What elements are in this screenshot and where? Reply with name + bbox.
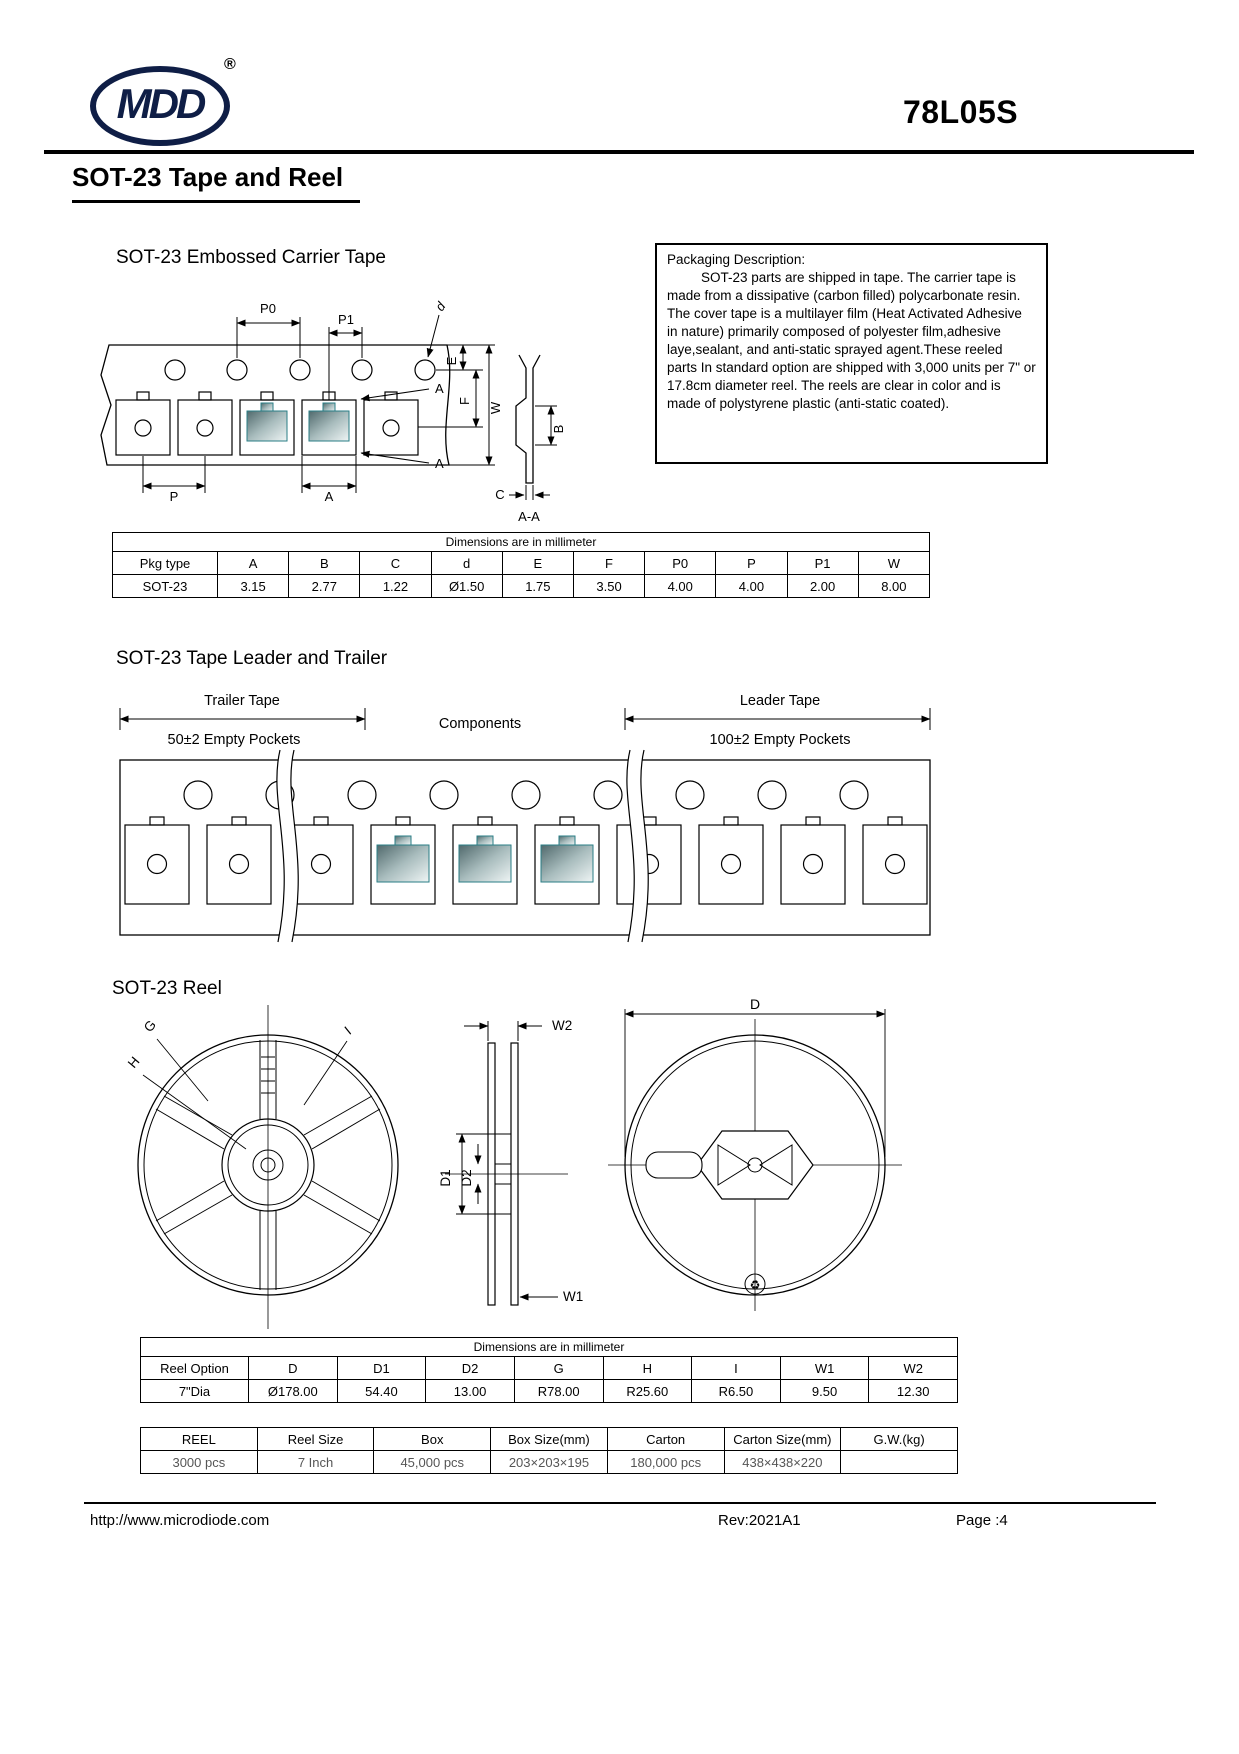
table-cell: 203×203×195 <box>491 1451 608 1474</box>
table-cell: 7 Inch <box>257 1451 374 1474</box>
pockets <box>125 817 927 904</box>
dim-label-g: G <box>140 1017 160 1035</box>
dim-label-p1: P1 <box>338 312 354 327</box>
table-cell: 7"Dia <box>141 1380 249 1403</box>
sprocket-holes <box>165 360 435 380</box>
carrier-tape-dim-table <box>112 532 930 598</box>
table-cell: 12.30 <box>869 1380 958 1403</box>
table-data-row <box>141 1380 958 1403</box>
column-header: P1 <box>787 552 858 575</box>
table-header-row <box>141 1357 958 1380</box>
column-header: E <box>502 552 573 575</box>
dim-label-d2: D2 <box>459 1169 474 1187</box>
leader-trailer-drawing <box>112 692 937 947</box>
title-underline <box>72 200 360 203</box>
carrier-tape-drawing <box>95 293 665 533</box>
section-heading-leader-trailer: SOT-23 Tape Leader and Trailer <box>116 648 388 669</box>
column-header: H <box>603 1357 692 1380</box>
section-view-label: A-A <box>518 509 540 524</box>
table-cell: 3.50 <box>573 575 644 598</box>
column-header: Carton <box>607 1428 724 1451</box>
table-data-row <box>141 1451 958 1474</box>
table-cell: 4.00 <box>716 575 787 598</box>
table-cell: R25.60 <box>603 1380 692 1403</box>
packaging-description-title: Packaging Description: <box>667 252 806 267</box>
leader-pockets-label: 100±2 Empty Pockets <box>709 732 851 748</box>
column-header: Box Size(mm) <box>491 1428 608 1451</box>
column-header: G.W.(kg) <box>841 1428 958 1451</box>
sot23-components <box>247 403 349 441</box>
column-header: Carton Size(mm) <box>724 1428 841 1451</box>
table-cell: 2.00 <box>787 575 858 598</box>
dim-label-w2: W2 <box>552 1018 573 1033</box>
dim-label-f: F <box>457 397 472 405</box>
column-header: W1 <box>780 1357 869 1380</box>
table-cell: R6.50 <box>692 1380 781 1403</box>
dim-label-w1: W1 <box>563 1289 584 1304</box>
footer-url: http://www.microdiode.com <box>90 1512 270 1529</box>
table-cell: 3.15 <box>218 575 289 598</box>
reel-dim-table <box>140 1337 958 1403</box>
table-cell: 45,000 pcs <box>374 1451 491 1474</box>
footer-rule <box>84 1502 1156 1504</box>
trailer-pockets-label: 50±2 Empty Pockets <box>167 732 301 748</box>
column-header: Pkg type <box>113 552 218 575</box>
dim-label-b: B <box>551 424 566 434</box>
column-header: P <box>716 552 787 575</box>
dim-label-w: W <box>488 401 503 415</box>
logo-text: MDD <box>116 80 204 127</box>
dim-label-c: C <box>495 487 505 502</box>
dim-label-p: P <box>169 489 179 504</box>
column-header: D2 <box>426 1357 515 1380</box>
table-cell: 1.22 <box>360 575 431 598</box>
table-cell: 9.50 <box>780 1380 869 1403</box>
dim-label-p0: P0 <box>260 301 276 316</box>
column-header: REEL <box>141 1428 258 1451</box>
header-rule <box>44 150 1194 154</box>
column-header: Box <box>374 1428 491 1451</box>
dim-label-d1: D1 <box>438 1169 453 1187</box>
table-caption: Dimensions are in millimeter <box>113 533 930 552</box>
column-header: D1 <box>337 1357 426 1380</box>
tape-outline <box>101 345 450 465</box>
column-header: W2 <box>869 1357 958 1380</box>
page-title: SOT-23 Tape and Reel <box>72 162 344 192</box>
table-cell: 54.40 <box>337 1380 426 1403</box>
dimension-labels <box>170 299 566 524</box>
annotation-lines <box>120 708 930 730</box>
column-header: Reel Option <box>141 1357 249 1380</box>
reel-section-view <box>445 1021 568 1305</box>
section-heading-reel: SOT-23 Reel <box>112 978 222 999</box>
reel-face-view <box>608 1009 902 1311</box>
column-header: I <box>692 1357 781 1380</box>
packaging-description-body: SOT-23 parts are shipped in tape. The carrier tape is made from a dissipative (carbon filled) polycarbonate resin. The cover tape is a multilayer film (Heat Activated Adhesive in nature) primarily composed of polyester film,adhesive laye,sealant, and anti-static sprayed agent.These reeled parts In standard option are shipped with 3,000 units per 7" or 17.8cm diameter reel. The reels are clear in color and is made of polystyrene plastic (anti-static coated). <box>667 269 1036 411</box>
reel-front-view <box>138 1005 398 1329</box>
trailer-tape-label: Trailer Tape <box>204 693 280 709</box>
dim-label-i: I <box>340 1024 355 1037</box>
column-header: A <box>218 552 289 575</box>
table-cell: 4.00 <box>645 575 716 598</box>
table-cell: Ø1.50 <box>431 575 502 598</box>
dim-label-a: A <box>324 489 334 504</box>
table-cell: 1.75 <box>502 575 573 598</box>
table-caption: Dimensions are in millimeter <box>141 1338 958 1357</box>
column-header: B <box>289 552 360 575</box>
table-cell: 13.00 <box>426 1380 515 1403</box>
table-cell: 180,000 pcs <box>607 1451 724 1474</box>
table-cell: 2.77 <box>289 575 360 598</box>
section-label-a-top: A <box>435 381 444 396</box>
dim-label-e: E <box>444 356 459 366</box>
packaging-description-box <box>655 243 1048 464</box>
table-data-row <box>113 575 930 598</box>
mdd-logo <box>90 66 230 146</box>
table-cell: 8.00 <box>858 575 929 598</box>
column-header: G <box>514 1357 603 1380</box>
components-label: Components <box>438 716 522 732</box>
column-header: P0 <box>645 552 716 575</box>
part-number: 78L05S <box>903 94 1019 130</box>
leader-tape-label: Leader Tape <box>739 693 821 709</box>
column-header: Reel Size <box>257 1428 374 1451</box>
dim-label-d-diameter: D <box>749 997 761 1012</box>
footer-page-number: Page :4 <box>956 1512 1008 1529</box>
dim-label-h: H <box>124 1053 143 1071</box>
annotation-labels <box>168 693 851 748</box>
table-cell: SOT-23 <box>113 575 218 598</box>
recycle-icon: ♻ <box>749 1278 761 1292</box>
reel-drawing <box>100 997 1015 1337</box>
table-cell <box>841 1451 958 1474</box>
column-header: C <box>360 552 431 575</box>
dim-label-d: d <box>432 299 449 314</box>
section-heading-carrier-tape: SOT-23 Embossed Carrier Tape <box>116 247 386 268</box>
table-cell: R78.00 <box>514 1380 603 1403</box>
column-header: d <box>431 552 502 575</box>
footer-revision: Rev:2021A1 <box>718 1512 801 1529</box>
table-header-row <box>113 552 930 575</box>
column-header: F <box>573 552 644 575</box>
column-header: D <box>249 1357 338 1380</box>
table-header-row <box>141 1428 958 1451</box>
section-label-a-bottom: A <box>435 456 444 471</box>
registered-mark: ® <box>224 56 236 73</box>
table-cell: 438×438×220 <box>724 1451 841 1474</box>
table-cell: 3000 pcs <box>141 1451 258 1474</box>
sot23-components <box>377 836 593 882</box>
column-header: W <box>858 552 929 575</box>
table-cell: Ø178.00 <box>249 1380 338 1403</box>
packing-table <box>140 1427 958 1474</box>
